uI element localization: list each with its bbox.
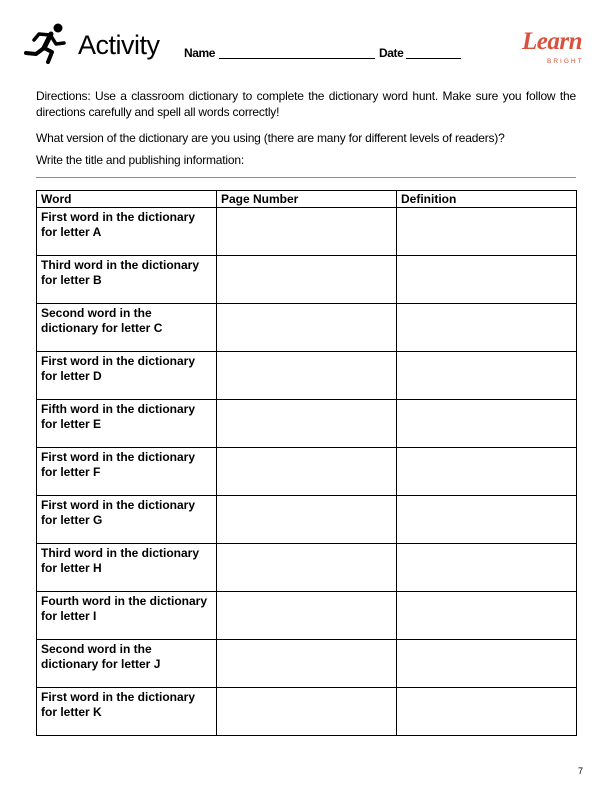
table-row — [37, 592, 577, 640]
table-row — [37, 352, 577, 400]
table-row — [37, 688, 577, 736]
definition-cell[interactable] — [397, 592, 577, 640]
title-publishing-prompt: Write the title and publishing information: — [36, 153, 244, 167]
definition-cell[interactable] — [397, 688, 577, 736]
table-row — [37, 304, 577, 352]
definition-cell[interactable] — [397, 544, 577, 592]
learn-bright-logo — [522, 28, 592, 68]
page-number-cell[interactable] — [217, 496, 397, 544]
table-row — [37, 208, 577, 256]
definition-cell[interactable] — [397, 304, 577, 352]
page-number-cell[interactable] — [217, 544, 397, 592]
definition-cell[interactable] — [397, 640, 577, 688]
answer-line[interactable] — [36, 177, 576, 178]
page-number: 7 — [578, 766, 584, 776]
table-row — [37, 496, 577, 544]
definition-cell[interactable] — [397, 496, 577, 544]
word-prompt: Fourth word in the dictionary for letter I — [37, 592, 217, 640]
word-hunt-table — [36, 190, 577, 736]
header-page-number: Page Number — [217, 191, 397, 208]
word-prompt: First word in the dictionary for letter F — [37, 448, 217, 496]
activity-title: Activity — [78, 30, 160, 60]
word-prompt: First word in the dictionary for letter K — [37, 688, 217, 736]
dictionary-version-question: What version of the dictionary are you using (there are many for different levels of readers)? — [36, 131, 505, 145]
word-prompt: First word in the dictionary for letter G — [37, 496, 217, 544]
table-row — [37, 256, 577, 304]
definition-cell[interactable] — [397, 400, 577, 448]
word-prompt: Second word in the dictionary for letter J — [37, 640, 217, 688]
table-row — [37, 544, 577, 592]
page-number-cell[interactable] — [217, 592, 397, 640]
logo-word: Learn — [522, 28, 582, 55]
directions-text: Directions: Use a classroom dictionary to complete the dictionary word hunt. Make sure you follow the directions carefully and spell all words correctly! — [36, 89, 576, 119]
date-label: Date — [379, 46, 404, 60]
page-number-cell[interactable] — [217, 640, 397, 688]
name-field[interactable] — [219, 58, 375, 59]
page-number-cell[interactable] — [217, 688, 397, 736]
logo-subtitle: BRIGHT — [547, 58, 584, 65]
date-field[interactable] — [406, 58, 461, 59]
page-number-cell[interactable] — [217, 208, 397, 256]
table-header-row — [37, 191, 577, 208]
definition-cell[interactable] — [397, 352, 577, 400]
definition-cell[interactable] — [397, 208, 577, 256]
definition-cell[interactable] — [397, 448, 577, 496]
page-number-cell[interactable] — [217, 352, 397, 400]
running-person-icon — [22, 22, 72, 64]
definition-cell[interactable] — [397, 256, 577, 304]
page-header — [22, 20, 590, 70]
page-number-cell[interactable] — [217, 256, 397, 304]
word-prompt: Second word in the dictionary for letter C — [37, 304, 217, 352]
name-label: Name — [184, 46, 216, 60]
page-number-cell[interactable] — [217, 400, 397, 448]
table-row — [37, 448, 577, 496]
word-prompt: Fifth word in the dictionary for letter E — [37, 400, 217, 448]
table-row — [37, 640, 577, 688]
word-prompt: First word in the dictionary for letter A — [37, 208, 217, 256]
page-number-cell[interactable] — [217, 304, 397, 352]
table-row — [37, 400, 577, 448]
header-word: Word — [37, 191, 217, 208]
header-definition: Definition — [397, 191, 577, 208]
word-prompt: First word in the dictionary for letter D — [37, 352, 217, 400]
page-number-cell[interactable] — [217, 448, 397, 496]
word-prompt: Third word in the dictionary for letter H — [37, 544, 217, 592]
word-prompt: Third word in the dictionary for letter B — [37, 256, 217, 304]
